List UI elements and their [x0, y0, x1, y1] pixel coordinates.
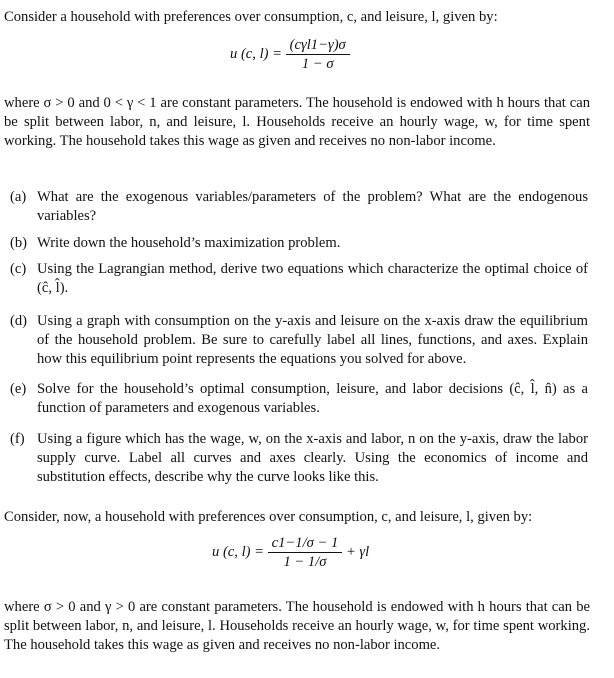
question-d — [10, 312, 588, 369]
question-text: Using the Lagrangian method, derive two equations which characterize the optimal choice of (ĉ, l̂). — [37, 261, 588, 296]
question-label: (e) — [10, 381, 27, 397]
description-paragraph-1: where σ > 0 and 0 < γ < 1 are constant parameters. The household is endowed with h hours that can be split between labor, n, and leisure, l. Households receive an hourly wage, w, for time spent working. The household takes this wage as given and receives no non-labor income. — [4, 95, 590, 149]
question-a — [10, 188, 588, 226]
question-text: Solve for the household’s optimal consumption, leisure, and labor decisions (ĉ, l̂, n̂) as a function of parameters and exogenous variables. — [37, 381, 588, 416]
equation-numerator: (cγl1−γ)σ — [286, 36, 350, 55]
question-b — [10, 234, 588, 253]
equation-denominator: 1 − σ — [301, 56, 334, 72]
equation-lhs: u (c, l) = — [230, 45, 282, 62]
question-label: (f) — [10, 431, 25, 447]
equation-denominator: 1 − 1/σ — [283, 554, 327, 570]
question-text: Using a figure which has the wage, w, on the x-axis and labor, n on the y-axis, draw the labor supply curve. Label all curves and axes clearly. Using the economics of income and substitution effects, describe why the curve looks like this. — [37, 431, 588, 485]
equation-numerator: c1−1/σ − 1 — [268, 534, 343, 553]
equation-fraction — [286, 36, 350, 73]
question-text: What are the exogenous variables/parameters of the problem? What are the endogenous variables? — [37, 189, 588, 224]
equation-lhs: u (c, l) = — [212, 543, 264, 560]
utility-equation-2 — [212, 534, 369, 571]
question-label: (b) — [10, 235, 28, 251]
question-label: (a) — [10, 189, 27, 205]
intro-paragraph-2: Consider, now, a household with preferences over consumption, c, and leisure, l, given by: — [4, 509, 533, 525]
description-paragraph-2: where σ > 0 and γ > 0 are constant parameters. The household is endowed with h hours that can be split between labor, n, and leisure, l. Households receive an hourly wage, w, for time spent working. The household takes this wage as given and receives no non-labor income. — [4, 599, 590, 653]
question-text: Write down the household’s maximization problem. — [37, 235, 341, 251]
utility-equation-1 — [230, 36, 350, 73]
equation-fraction — [268, 534, 343, 571]
question-text: Using a graph with consumption on the y-axis and leisure on the x-axis draw the equilibrium of the household problem. Be sure to carefully label all lines, functions, and axes. Explain how this equilibrium point represents the equations you solved for above. — [37, 313, 588, 367]
question-label: (d) — [10, 313, 28, 329]
question-label: (c) — [10, 261, 27, 277]
question-e — [10, 380, 588, 418]
equation-rhs: + γl — [345, 543, 370, 560]
intro-paragraph-1: Consider a household with preferences over consumption, c, and leisure, l, given by: — [4, 9, 498, 25]
question-f — [10, 430, 588, 487]
question-c — [10, 260, 588, 298]
